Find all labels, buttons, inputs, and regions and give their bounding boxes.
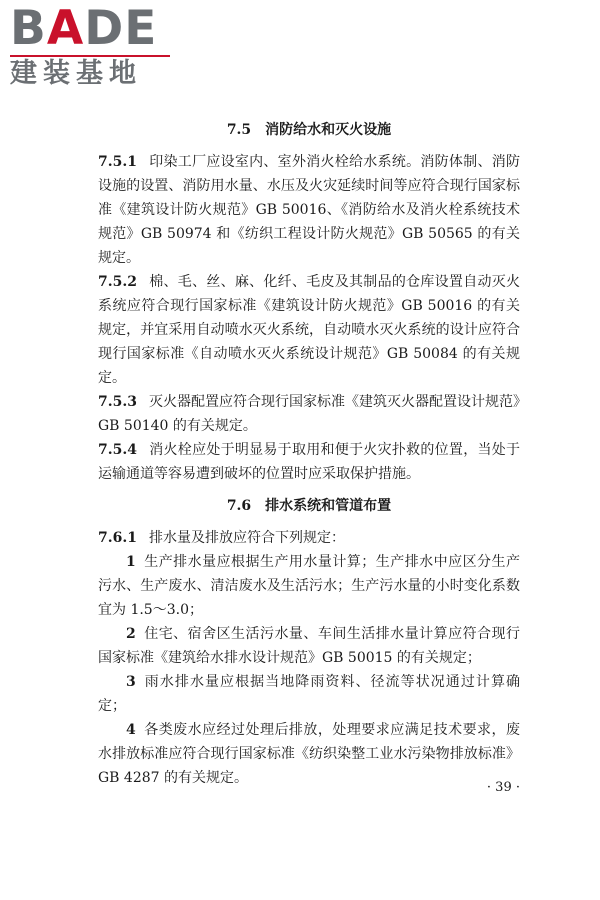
clause-text: 棉、毛、丝、麻、化纤、毛皮及其制品的仓库设置自动灭火系统应符合现行国家标准《建筑设计防火规范》GB 50016 的有关规定，并宜采用自动喷水灭火系统，自动喷水灭火系统的设计应符合现行国家标准《自动喷水灭火系统设计规范》GB 50084 的有关规定。 [98, 274, 520, 386]
clause-text: 消火栓应处于明显易于取用和便于火灾扑救的位置，当处于运输通道等容易遭到破坏的位置时应采取保护措施。 [98, 442, 520, 482]
clause-7-5-4 [98, 438, 520, 486]
logo-letter-a: A [46, 1, 85, 56]
list-item-3 [98, 670, 520, 718]
logo-wordmark [10, 1, 180, 56]
section-title-7-6: 7.6 排水系统和管道布置 [226, 498, 392, 514]
clause-number: 7.5.2 [98, 274, 137, 290]
clause-7-5-3 [98, 390, 520, 438]
item-number: 3 [126, 674, 136, 690]
clause-7-5-2 [98, 270, 520, 390]
clause-number: 7.5.3 [98, 394, 137, 410]
item-text: 住宅、宿舍区生活污水量、车间生活排水量计算应符合现行国家标准《建筑给水排水设计规范》GB 50015 的有关规定； [98, 626, 520, 666]
clause-number: 7.5.4 [98, 442, 137, 458]
section-title-7-5: 7.5 消防给水和灭火设施 [226, 122, 392, 138]
list-item-1 [98, 550, 520, 622]
clause-7-6-1 [98, 526, 520, 550]
clause-7-5-1 [98, 150, 520, 270]
item-number: 4 [126, 722, 136, 738]
item-text: 各类废水应经过处理后排放，处理要求应满足技术要求，废水排放标准应符合现行国家标准《纺织染整工业水污染物排放标准》GB 4287 的有关规定。 [98, 722, 520, 786]
clause-text: 灭火器配置应符合现行国家标准《建筑灭火器配置设计规范》GB 50140 的有关规定。 [98, 394, 520, 434]
item-number: 2 [126, 626, 136, 642]
clause-text: 印染工厂应设室内、室外消火栓给水系统。消防体制、消防设施的设置、消防用水量、水压及火灾延续时间等应符合现行国家标准《建筑设计防火规范》GB 50016、《消防给水及消火栓系统技术规范》GB 50974 和《纺织工程设计防火规范》GB 50565 的有关规定。 [98, 154, 520, 266]
logo-subtitle: 建装基地 [10, 58, 142, 89]
clause-number: 7.6.1 [98, 530, 137, 546]
item-text: 雨水排水量应根据当地降雨资料、径流等状况通过计算确定； [98, 674, 520, 714]
page-number: · 39 · [486, 780, 520, 795]
document-body [98, 118, 520, 790]
item-number: 1 [126, 554, 136, 570]
logo-letter-b: B [10, 1, 47, 56]
logo-letters-de: DE [84, 1, 158, 56]
clause-text: 排水量及排放应符合下列规定： [148, 530, 345, 546]
item-text: 生产排水量应根据生产用水量计算；生产排水中应区分生产污水、生产废水、清洁废水及生活污水；生产污水量的小时变化系数宜为 1.5～3.0； [98, 554, 520, 618]
clause-number: 7.5.1 [98, 154, 137, 170]
bade-logo [10, 1, 180, 91]
list-item-2 [98, 622, 520, 670]
